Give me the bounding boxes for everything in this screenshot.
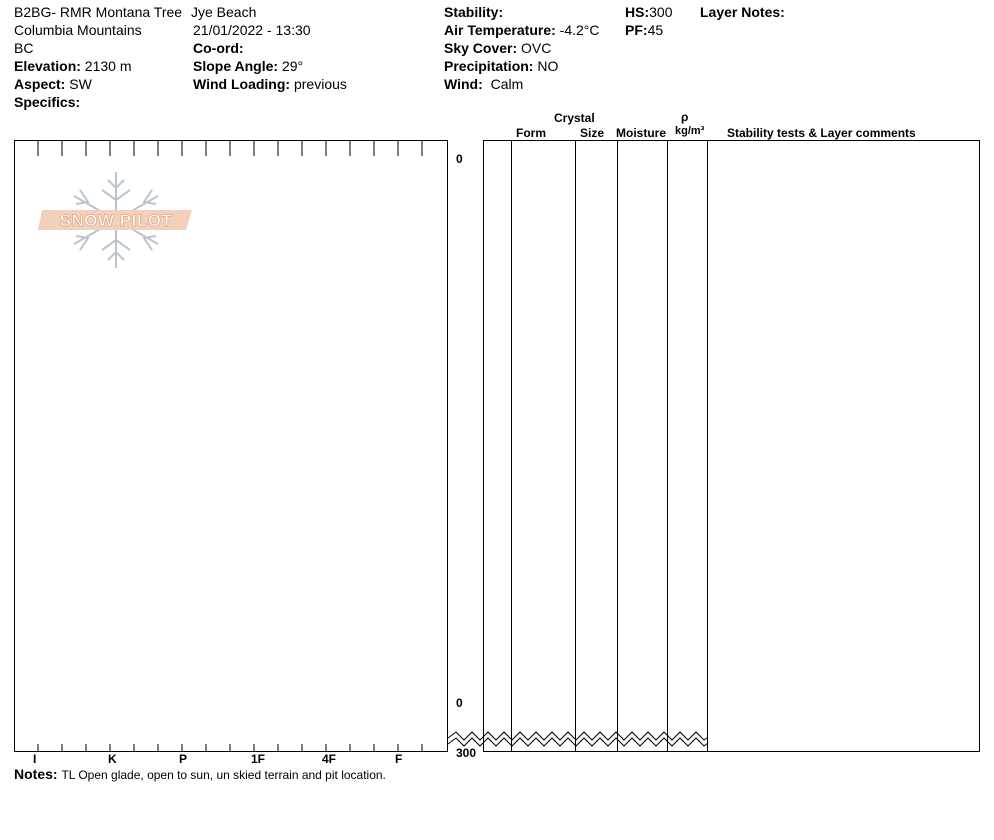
site-name: B2BG- RMR Montana Tree — [14, 4, 183, 20]
notes — [14, 765, 386, 784]
notes-label: Notes: — [14, 766, 58, 782]
depth-bottom-label: 300 — [456, 746, 477, 760]
column-divider-comments — [707, 140, 708, 752]
form-header: Form — [516, 126, 546, 140]
pf-value: 45 — [647, 22, 664, 38]
wind-loading-label: Wind Loading: — [193, 76, 291, 92]
air-temp-value: -4.2°C — [559, 22, 600, 38]
hs-value: 300 — [649, 4, 673, 20]
sky-cover-label: Sky Cover: — [444, 40, 518, 56]
specifics-label: Specifics: — [14, 94, 81, 110]
wind-label: Wind: — [444, 76, 483, 92]
logo-text: SNOW PILOT — [59, 211, 173, 230]
hardness-label: 1F — [251, 752, 266, 766]
precip-label: Precipitation: — [444, 58, 534, 74]
layer-table-box — [483, 140, 980, 752]
hardness-label: K — [108, 752, 117, 766]
size-header: Size — [580, 126, 605, 140]
precip-value: NO — [537, 58, 559, 74]
pf-label: PF: — [625, 22, 648, 38]
region: BC — [14, 40, 34, 56]
hs-label: HS: — [625, 4, 650, 20]
mountain-range: Columbia Mountains — [14, 22, 142, 38]
aspect-value: SW — [69, 76, 92, 92]
sky-cover-value: OVC — [521, 40, 552, 56]
observer-name: Jye Beach — [191, 4, 257, 20]
layer-notes-label: Layer Notes: — [700, 4, 785, 20]
crystal-header: Crystal — [554, 111, 595, 125]
hardness-label: 4F — [322, 752, 337, 766]
wind-value: Calm — [490, 76, 524, 92]
comments-header: Stability tests & Layer comments — [727, 126, 916, 140]
hardness-label: F — [395, 752, 403, 766]
column-divider-size — [575, 140, 576, 752]
moisture-header: Moisture — [616, 126, 667, 140]
slope-label: Slope Angle: — [193, 58, 279, 74]
column-divider-form — [511, 140, 512, 752]
stability-label: Stability: — [444, 4, 504, 20]
elevation-label: Elevation: — [14, 58, 81, 74]
date-time: 21/01/2022 - 13:30 — [193, 22, 311, 38]
density-symbol: ρ — [681, 110, 689, 124]
hardness-label: I — [33, 752, 37, 766]
wind-loading-value: previous — [293, 76, 347, 92]
column-divider-moisture — [617, 140, 618, 752]
slope-value: 29° — [281, 58, 304, 74]
snowpilot-logo — [36, 170, 196, 270]
depth-inner-bottom-label: 0 — [456, 696, 463, 710]
hardness-label: P — [179, 752, 188, 766]
column-divider-density — [667, 140, 668, 752]
notes-text: TL Open glade, open to sun, un skied terrain and pit location. — [61, 768, 386, 782]
depth-top-label: 0 — [456, 152, 463, 166]
elevation-value: 2130 m — [84, 58, 132, 74]
aspect-label: Aspect: — [14, 76, 66, 92]
coord-label: Co-ord: — [193, 40, 244, 56]
air-temp-label: Air Temperature: — [444, 22, 556, 38]
density-unit: kg/m³ — [675, 125, 705, 137]
